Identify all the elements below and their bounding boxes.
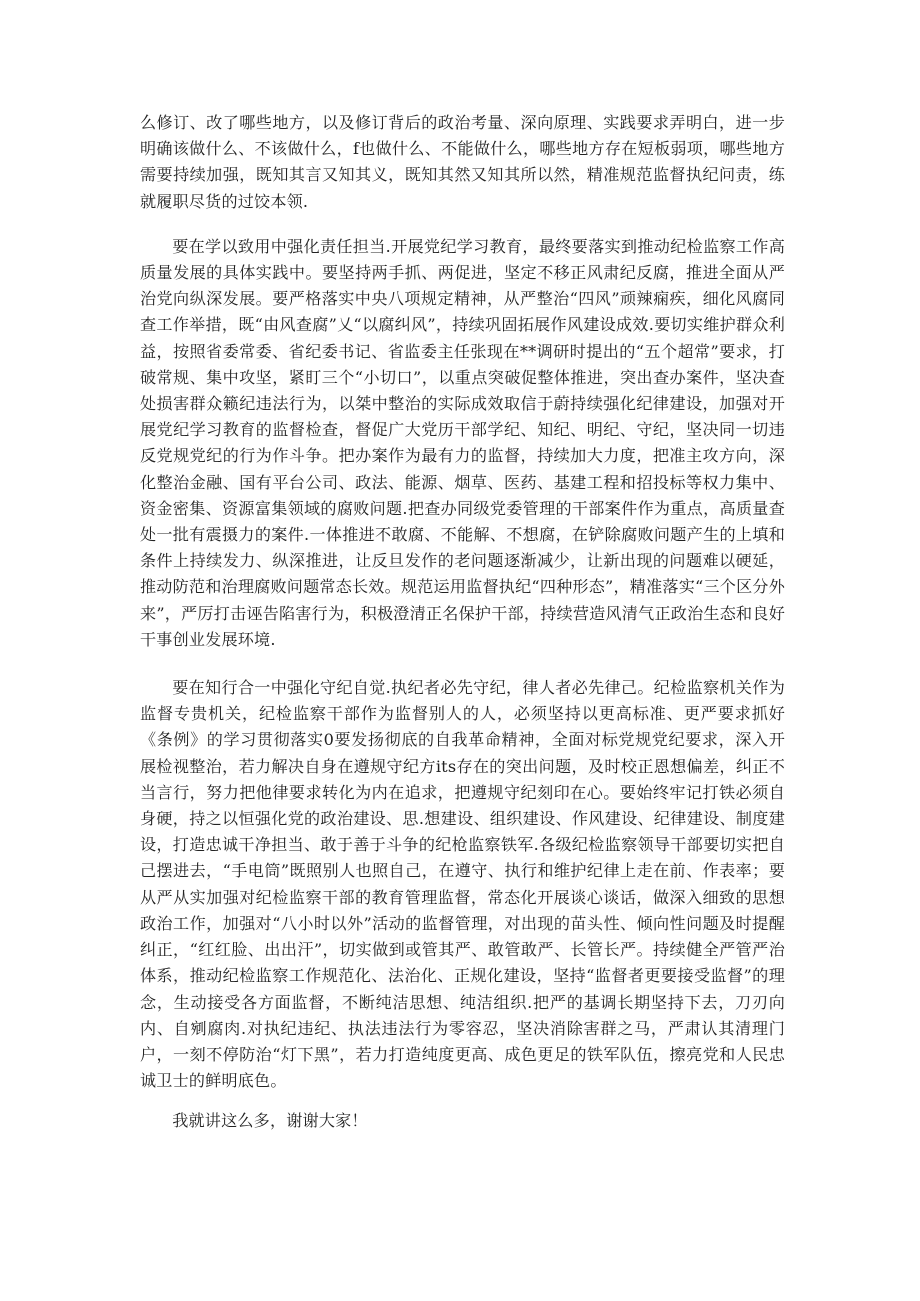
paragraph-continuation: 么修订、改了哪些地方，以及修订背后的政治考量、深向原理、实践要求弄明白，进一步明确该做什么、不该做什么，f也做什么、不能做什么，哪些地方存在短板弱项，哪些地方需要持续加强，既知其言又知其义，既知其然又知其所以然，精准规范监督执纪问责，练就履职尽货的过饺本领. <box>140 113 785 211</box>
document-body <box>140 110 785 1135</box>
paragraph-responsibility: 要在学以致用中强化责任担当.开展党纪学习教育，最终要落实到推动纪检监察工作高质量发展的具体实践中。要坚持两手抓、两促进，坚定不移正风肃纪反腐，推进全面从严治党向纵深发展。要严格落实中央八项规定精神，从严整治“四风”顽辣痫疾，细化风腐同查工作举措，既“由风查腐”乂“以腐纠风”，持续巩固拓展作风建设成效.要切实维护群众利益，按照省委常委、省纪委书记、省监委主任张现在**调研时提出的“五个超常”要求，打破常规、集中攻坚，紧盯三个“小切口”，以重点突破促整体推进，突出查办案件，坚决查处损害群众籁纪违法行为，以桀中整治的实际成效取信于蔚持续强化纪律建设，加强对开展党纪学习教育的监督检查，督促广大党历干部学纪、知纪、明纪、守纪，坚决同一切违反党规党纪的行为作斗争。把办案作为最有力的监督，持续加大力度，把准主攻方向，深化整治金融、国有平台公司、政法、能源、烟草、医药、基建工程和招投标等权力集中、资金密集、资源富集领域的腐败问题.把查办同级党委管理的干部案件作为重点，高质量查处一批有震摄力的案件.一体推进不敢腐、不能解、不想腐，在铲除腐败问题产生的上填和条件上持续发力、纵深推进，让反旦发作的老问题逐渐减少，让新出现的问题难以硬延，推动防范和治理腐败问题常态长效。规范运用监督执纪“四种形态”，精准落实“三个区分外来”，严厉打击诬告陷害行为，积极澄清正名保护干部，持续营造风清气正政治生态和良好干事创业发展环境. <box>140 236 785 649</box>
paragraph-closing: 我就讲这么多，谢谢大家！ <box>172 1111 368 1131</box>
paragraph-discipline: 要在知行合一中强化守纪自觉.执纪者必先守纪，律人者必先律己。纪检监察机关作为监督专贵机关，纪检监察干部作为监督别人的人，必须坚持以更高标准、更严要求抓好《条例》的学习贯彻落实0要发扬彻底的自我革命精神，全面对标党规党纪要求，深入开展检视整治，若力解决自身在遵规守纪方its存在的突出问题，及时校正恩想偏差，纠正不当言行，努力把他律要求转化为内在追求，把遵规守纪刻印在心。要始终牢记打铁必须自身硬，持之以恒强化党的政治建设、思.想建设、组织建设、作风建设、纪律建设、制度建设，打造忠诚干净担当、敢于善于斗争的纪枪监察铁军.各级纪检监察领导干部要切实把自己摆进去，“手电筒”既照别人也照自己，在遵守、执行和维护纪律上走在前、作表率；要从严从实加强对纪检监察干部的教育管理监督，常态化开展谈心谈话，做深入细致的思想政治工作，加强对“八小时以外”活动的监督管理，对出现的苗头性、倾向性问题及时提醒纠正，“红红脸、出出汗”，切实做到或管其严、敢管敢严、长管长严。持续健全严管严治体系，推动纪检监察工作规范化、法治化、正规化建设，坚持“监督者更要接受监督”的理念，生动接受各方面监督，不断纯洁思想、纯洁组织.把严的基调长期坚持下去，刀刃向内、自剜腐肉.对执纪违纪、执法违法行为零容忍，坚决消除害群之马，严肃认其清理门户，一刻不停防治“灯下黑”，若力打造纯度更高、成色更足的铁军队伍，擦亮党和人民忠诚卫士的鲜明底色。 <box>140 678 785 1091</box>
